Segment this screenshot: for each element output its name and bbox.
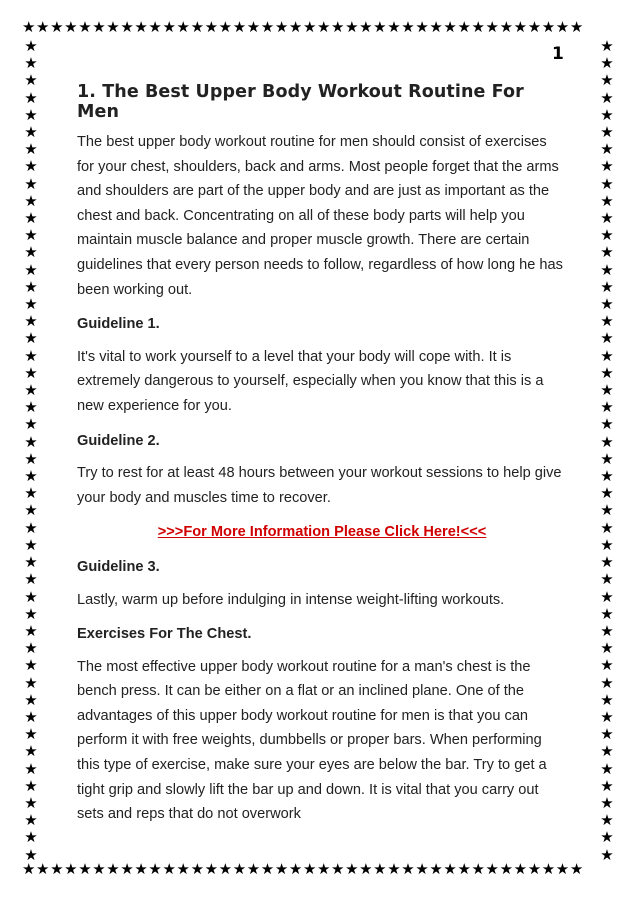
chest-text: The most effective upper body workout routine for a man's chest is the bench press. It can be either on a flat or an inclined plane. One of the advantages of this upper body workout routine for men is that you can perform it with free weights, dumbbells or proper bars. When performing this type of exercise, make sure your eyes are below the bar. Try to get a tight grip and slowly lift the bar up and down. It is vital that you carry out sets and reps that do not overwork [77,658,547,823]
star-border-bottom: ★★★★★★★★★★★★★★★★★★★★★★★★★★★★★★★★★★★★★★★★ [22,862,584,878]
star-border-left: ★★★★★★★★★★★★★★★★★★★★★★★★★★★★★★★★★★★★★★★★★★★★★★★★ [24,38,38,862]
more-info-link[interactable]: >>>For More Information Please Click Here!<<< [157,524,487,541]
more-info-line [77,520,567,545]
intro-paragraph: The best upper body workout routine for men should consist of exercises for your chest, shoulders, back and arms. Most people forget that the arms and shoulders are part of the upper body and are just as important as the chest and back. Concentrating on all of these body parts will help you maintain muscle balance and proper muscle growth. There are certain guidelines that every person needs to follow, regardless of how long he has been working out. [77,134,563,298]
guideline-1-text: It's vital to work yourself to a level that your body will cope with. It is extremely dangerous to yourself, especially when you know that this is a new experience for you. [77,348,544,414]
page-number: 1 [552,44,564,64]
chest-heading: Exercises For The Chest. [77,626,252,643]
guideline-2-text: Try to rest for at least 48 hours between your workout sessions to help give your body and muscles time to recover. [77,465,562,506]
star-border-top: ★★★★★★★★★★★★★★★★★★★★★★★★★★★★★★★★★★★★★★★★ [22,20,584,36]
guideline-1-heading: Guideline 1. [77,316,160,333]
guideline-3-heading: Guideline 3. [77,558,160,575]
guideline-3-text: Lastly, warm up before indulging in intense weight-lifting workouts. [77,591,505,608]
guideline-2-heading: Guideline 2. [77,432,160,449]
page-title: 1. The Best Upper Body Workout Routine For Men [77,82,524,122]
document-body [77,50,567,837]
star-border-right: ★★★★★★★★★★★★★★★★★★★★★★★★★★★★★★★★★★★★★★★★★★★★★★★★ [600,38,614,862]
